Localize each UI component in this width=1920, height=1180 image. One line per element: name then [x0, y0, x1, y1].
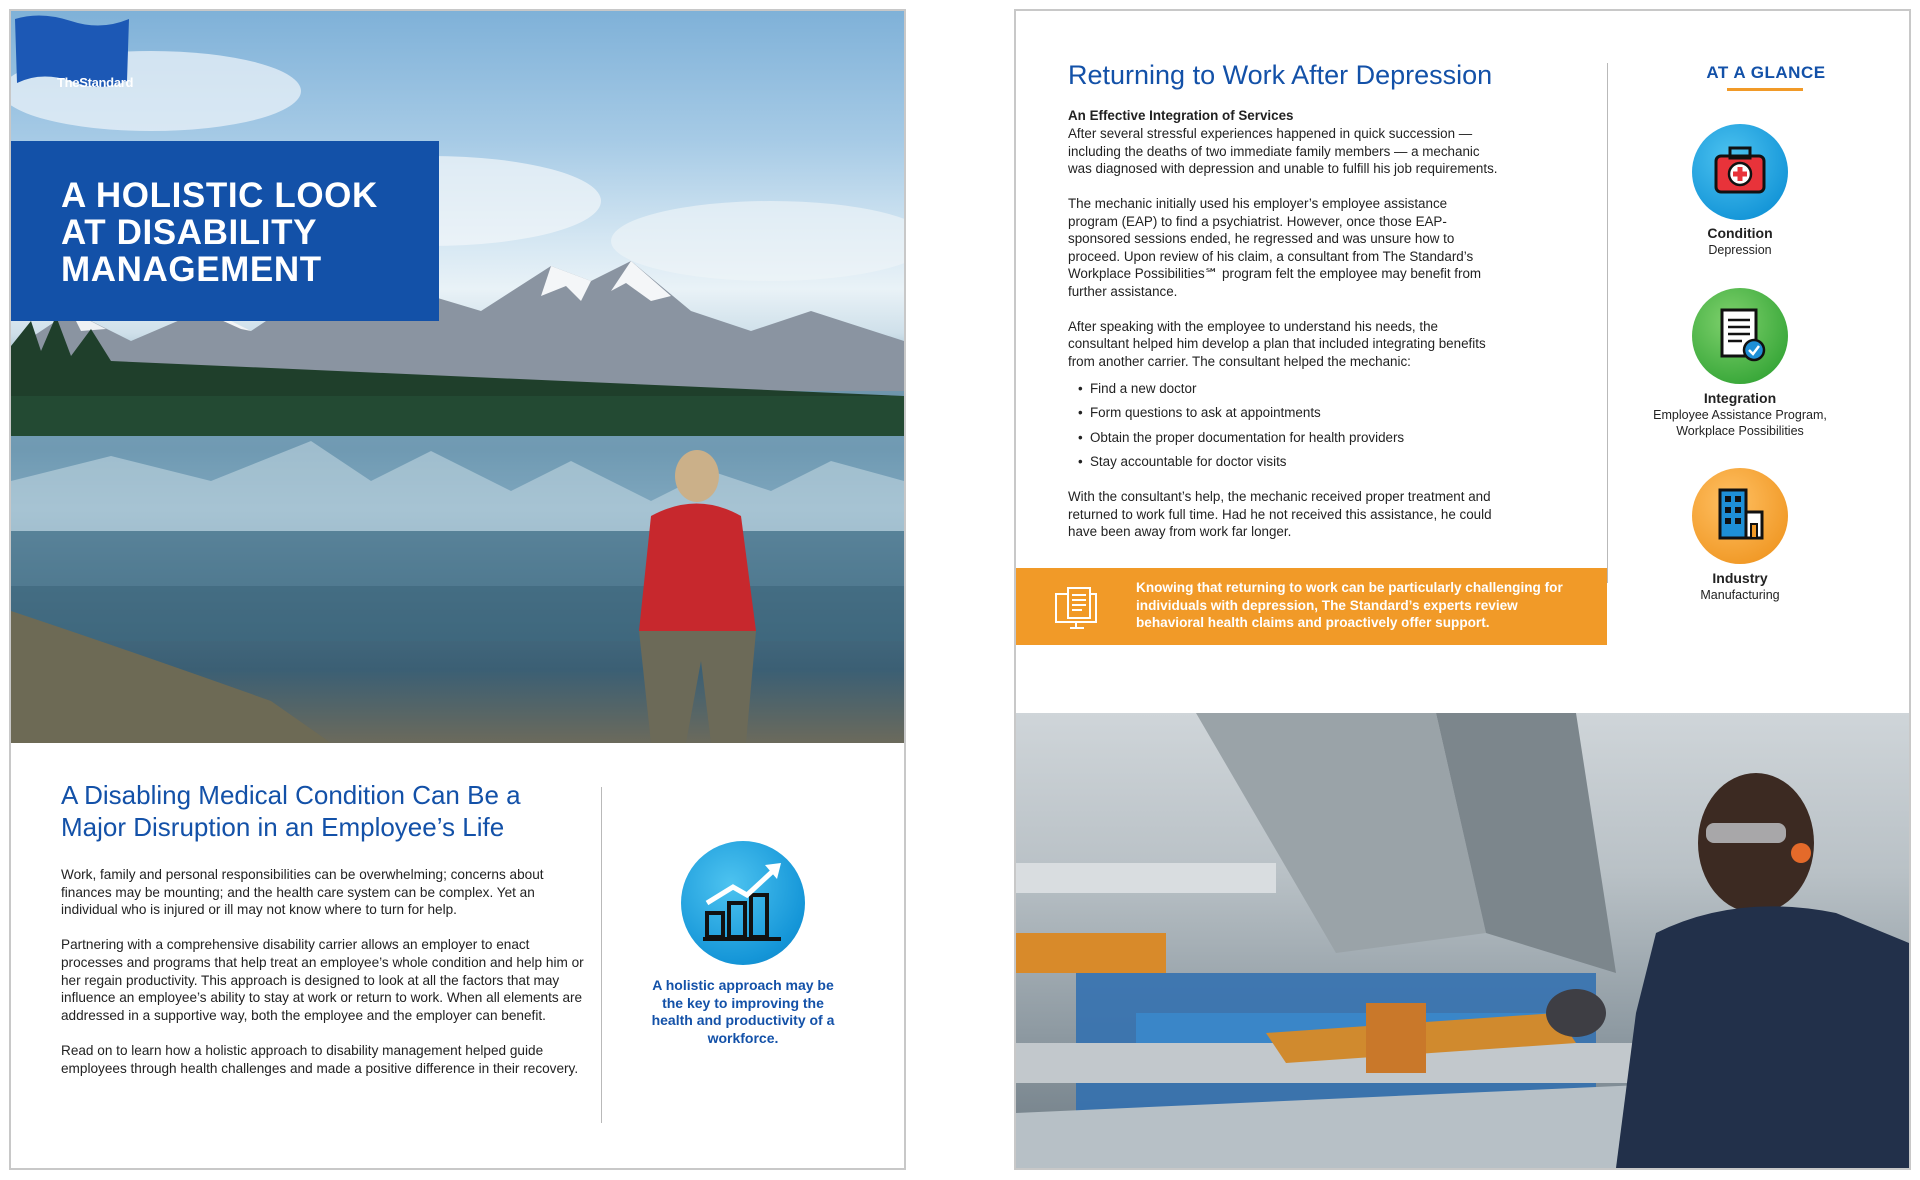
logo-wordmark: TheStandard	[57, 75, 134, 90]
list-item: • Form questions to ask at appointments	[1090, 404, 1498, 422]
cover-title: A HOLISTIC LOOK AT DISABILITY MANAGEMENT	[61, 176, 378, 289]
column-divider	[1607, 63, 1608, 583]
glance-value: Manufacturing	[1700, 588, 1780, 602]
lead-paragraph: Read on to learn how a holistic approach to disability management helped guide employees through health challenges and made a positive difference in their recovery.	[61, 1042, 579, 1076]
cover-photo-lake-mountains	[11, 11, 904, 743]
document-check-icon	[1692, 288, 1788, 384]
glance-value: Depression	[1708, 243, 1772, 257]
page-left	[11, 11, 904, 1168]
pull-quote: A holistic approach may be the key to improving the health and productivity of a workforce.	[651, 977, 835, 1046]
article-paragraph: The mechanic initially used his employer’s employee assistance program (EAP) to find a psychiatrist. However, once those EAP-sponsored sessions ended, he regressed and was unsure how to proceed. Upon review of his claim, a consultant from The Standard’s Workplace Possibilities℠ program felt the employee may benefit from further assistance.	[1068, 196, 1482, 299]
first-aid-kit-icon	[1692, 124, 1788, 220]
article-closing: With the consultant’s help, the mechanic received proper treatment and returned to work full time. Had he not received this assistance, he could have been away from work far longer.	[1068, 489, 1492, 539]
article-paragraph: After several stressful experiences happened in quick succession — including the deaths of two immediate family members — a mechanic was diagnosed with depression and unable to fulfill his job requirements.	[1068, 126, 1498, 176]
factory-worker-photo	[1016, 713, 1909, 1168]
growth-chart-icon	[681, 841, 805, 965]
callout-banner	[1016, 568, 1607, 645]
at-a-glance-title: AT A GLANCE	[1706, 63, 1826, 82]
glance-label: Industry	[1712, 570, 1768, 586]
lead-heading: A Disabling Medical Condition Can Be a Major Disruption in an Employee’s Life	[61, 780, 521, 842]
document-computer-icon	[1054, 586, 1108, 632]
glance-label: Condition	[1707, 225, 1773, 241]
lead-paragraph: Partnering with a comprehensive disability carrier allows an employer to enact processes and programs that help treat an employee’s whole condition and help him or her regain productivity. This approach is designed to look at all the factors that may influence an employee’s ability to stay at work or return to work. When all elements are addressed in a supportive way, both the employee and the employer can benefit.	[61, 937, 584, 1023]
list-item: • Obtain the proper documentation for health providers	[1090, 429, 1498, 447]
article-body	[1068, 125, 1498, 558]
cover-title-box	[11, 141, 439, 321]
list-item: • Stay accountable for doctor visits	[1090, 453, 1498, 471]
article-paragraph: After speaking with the employee to understand his needs, the consultant helped him develop a plan that included integrating benefits from another carrier. The consultant helped the mechanic:	[1068, 318, 1486, 369]
lead-body	[61, 866, 589, 1095]
title-underline	[1727, 88, 1803, 91]
page-right	[1016, 11, 1909, 1168]
column-divider	[601, 787, 602, 1123]
article-title: Returning to Work After Depression	[1068, 60, 1493, 90]
lead-paragraph: Work, family and personal responsibilities can be overwhelming; concerns about finances may be mounting; and the health care system can be complex. Yet an individual who is injured or ill may not know where to turn for help.	[61, 867, 544, 918]
list-item: • Find a new doctor	[1090, 380, 1498, 398]
glance-value: Employee Assistance Program, Workplace Possibilities	[1653, 408, 1827, 438]
building-icon	[1692, 468, 1788, 564]
callout-banner-text: Knowing that returning to work can be particularly challenging for individuals with depression, The Standard’s experts review behavioral health claims and proactively offer support.	[1136, 580, 1563, 630]
bullet-list	[1068, 380, 1498, 471]
glance-label: Integration	[1703, 390, 1777, 406]
article-subheading: An Effective Integration of Services	[1068, 108, 1294, 123]
